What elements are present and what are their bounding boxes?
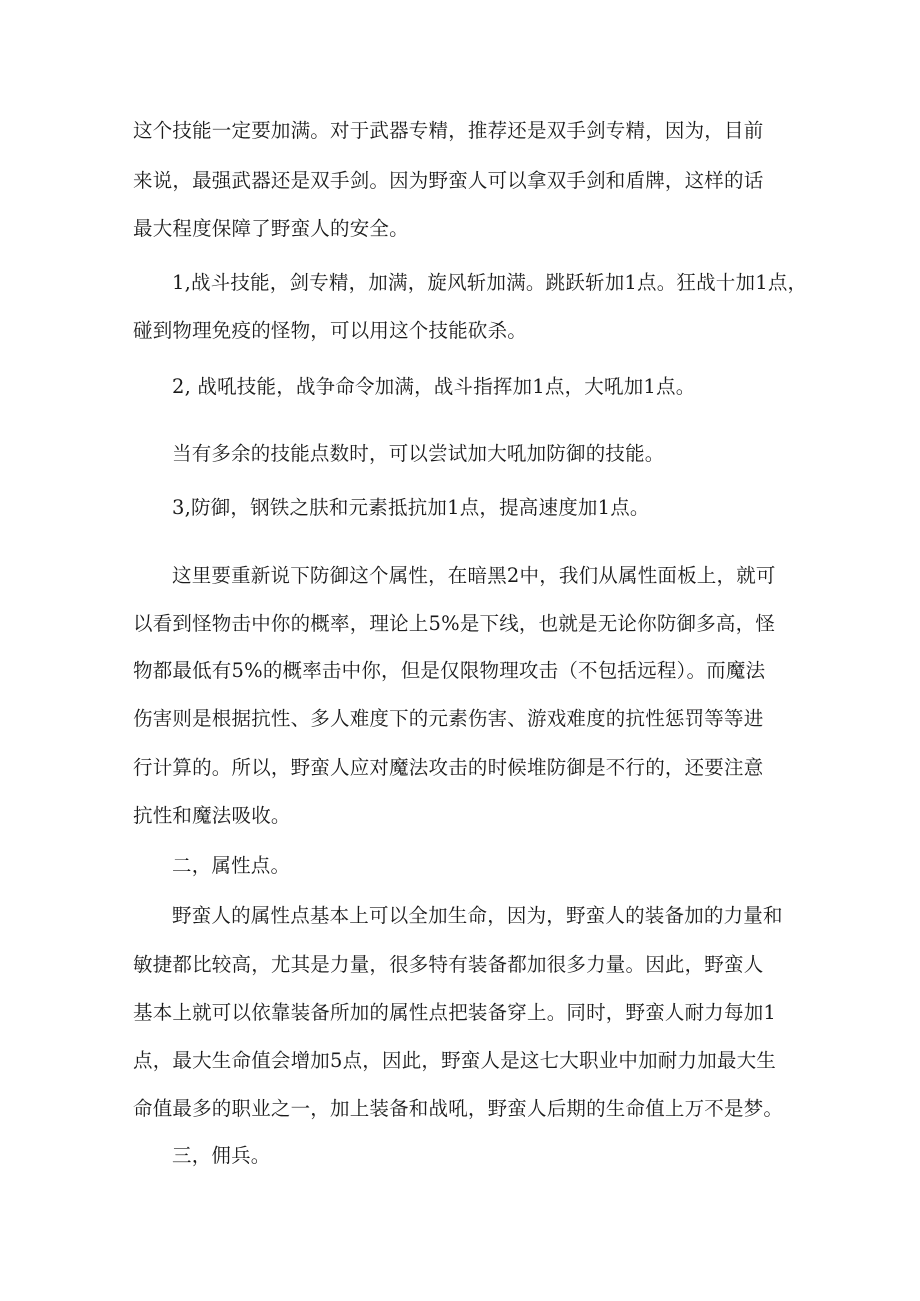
text-line: 这个技能一定要加满。对于武器专精，推荐还是双手剑专精，因为，目前 xyxy=(133,119,764,142)
text-line: 当有多余的技能点数时，可以尝试加大吼加防御的技能。 xyxy=(172,442,665,465)
text-line: 最大程度保障了野蛮人的安全。 xyxy=(133,217,409,240)
section-heading: 二，属性点。 xyxy=(172,854,291,877)
text-line: 野蛮人的属性点基本上可以全加生命，因为，野蛮人的装备加的力量和 xyxy=(172,904,783,927)
text-line: 基本上就可以依靠装备所加的属性点把装备穿上。同时，野蛮人耐力每加1 xyxy=(133,1001,777,1024)
text-line: 点，最大生命值会增加5点，因此，野蛮人是这七大职业中加耐力加最大生 xyxy=(133,1049,777,1072)
section-heading: 三，佣兵。 xyxy=(172,1144,271,1167)
text-line: 来说，最强武器还是双手剑。因为野蛮人可以拿双手剑和盾牌，这样的话 xyxy=(133,169,764,192)
text-line: 碰到物理免疫的怪物，可以用这个技能砍杀。 xyxy=(133,319,528,342)
text-line: 抗性和魔法吸收。 xyxy=(133,804,291,827)
text-line: 1,战斗技能，剑专精，加满，旋风斩加满。跳跃斩加1点。狂战十加1点， xyxy=(172,271,808,294)
text-line: 以看到怪物击中你的概率，理论上5%是下线，也就是无论你防御多高，怪 xyxy=(133,612,776,635)
text-line: 伤害则是根据抗性、多人难度下的元素伤害、游戏难度的抗性惩罚等等进 xyxy=(133,707,764,730)
text-line: 物都最低有5%的概率击中你，但是仅限物理攻击（不包括远程）。而魔法 xyxy=(133,659,766,682)
text-line: 2, 战吼技能，战争命令加满，战斗指挥加1点，大吼加1点。 xyxy=(172,375,696,398)
text-line: 命值最多的职业之一，加上装备和战吼，野蛮人后期的生命值上万不是梦。 xyxy=(133,1097,784,1120)
text-line: 敏捷都比较高，尤其是力量，很多特有装备都加很多力量。因此，野蛮人 xyxy=(133,953,764,976)
text-line: 3,防御，钢铁之肤和元素抵抗加1点，提高速度加1点。 xyxy=(172,496,650,519)
text-line: 这里要重新说下防御这个属性，在暗黑2中，我们从属性面板上，就可 xyxy=(172,564,776,587)
text-line: 行计算的。所以，野蛮人应对魔法攻击的时候堆防御是不行的，还要注意 xyxy=(133,756,764,779)
